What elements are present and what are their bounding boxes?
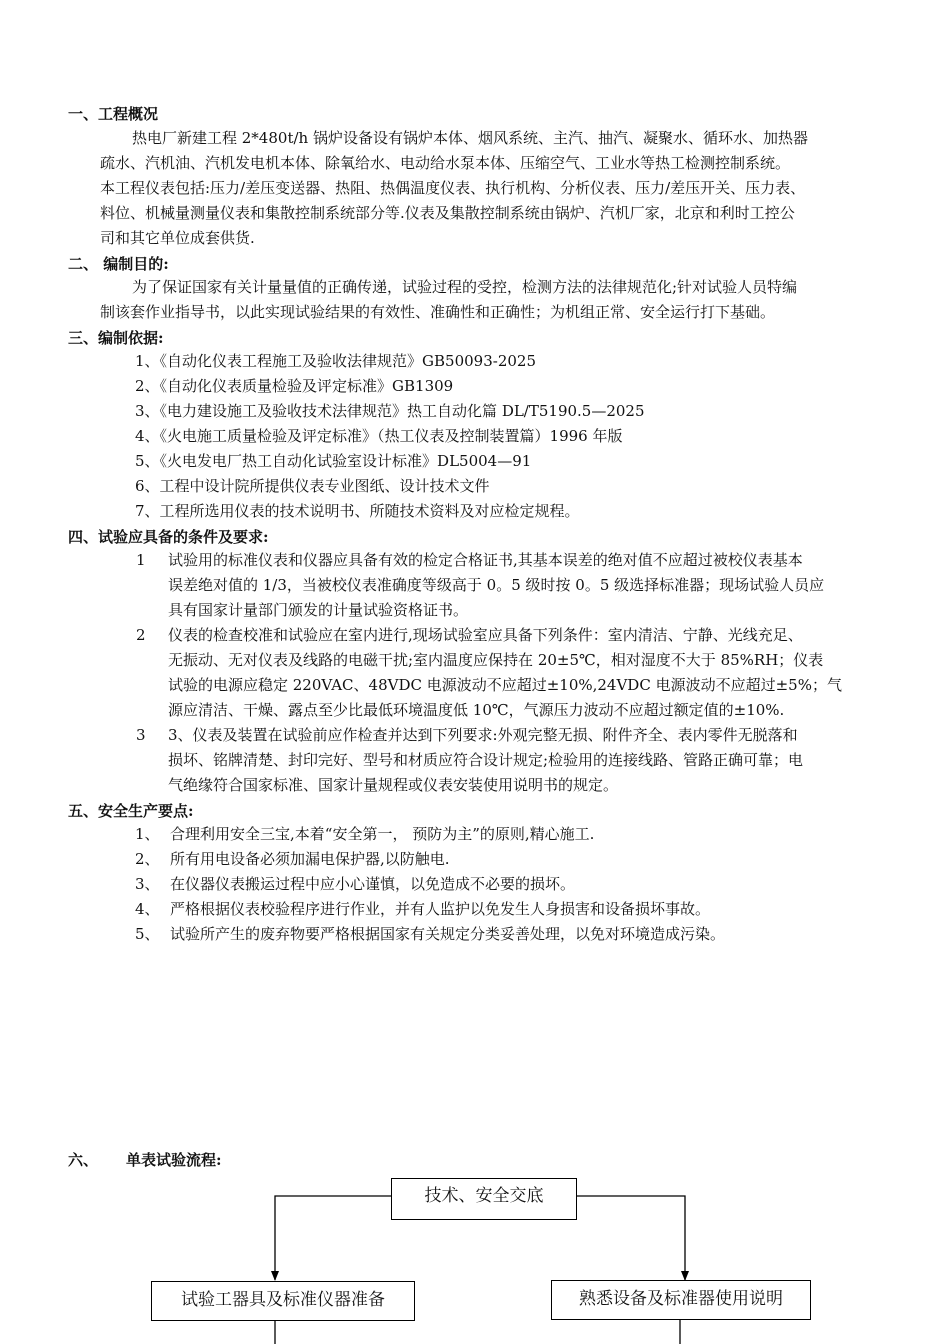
requirement-line: 具有国家计量部门颁发的计量试验资格证书。 [168,601,469,619]
requirement-line: 试验用的标准仪表和仪器应具备有效的检定合格证书,其基本误差的绝对值不应超过被校仪表基本 [168,551,803,569]
section-3-title: 三、编制依据: [68,329,164,347]
section-6-title: 单表试验流程: [126,1151,222,1169]
safety-number: 4、 [135,900,160,918]
section-1-line: 疏水、汽机油、汽机发电机本体、除氧给水、电动给水泵本体、压缩空气、工业水等热工检测控制系统。 [100,154,791,172]
flow-box-briefing: 技术、安全交底 [391,1178,577,1220]
section-1-line: 本工程仪表包括:压力/差压变送器、热阻、热偶温度仪表、执行机构、分析仪表、压力/差压开关、压力表、 [100,179,806,197]
safety-number: 5、 [135,925,160,943]
safety-item: 试验所产生的废弃物要严格根据国家有关规定分类妥善处理，以免对环境造成污染。 [170,925,726,943]
safety-item: 严格根据仪表校验程序进行作业，并有人监护以免发生人身损害和设备损坏事故。 [170,900,711,918]
requirement-line: 无振动、无对仪表及线路的电磁干扰;室内温度应保持在 20±5℃，相对湿度不大于 85%RH；仪表 [168,651,824,669]
section-1-line: 司和其它单位成套供货. [100,229,255,247]
requirement-number: 2 [136,626,146,644]
section-6-number: 六、 [68,1151,99,1169]
section-2-title: 二、 编制目的: [68,255,169,273]
safety-item: 合理利用安全三宝,本着“安全第一， 预防为主”的原则,精心施工. [170,825,595,843]
section-4-title: 四、试验应具备的条件及要求: [68,528,269,546]
section-1-line: 料位、机械量测量仪表和集散控制系统部分等.仪表及集散控制系统由锅炉、汽机厂家，北京和利时工控公 [100,204,795,222]
section-1-line: 热电厂新建工程 2*480t/h 锅炉设备设有锅炉本体、烟风系统、主汽、抽汽、凝聚水、循环水、加热器 [132,129,808,147]
section-5-title: 五、安全生产要点: [68,802,194,820]
requirement-number: 3 [136,726,146,744]
safety-number: 1、 [135,825,160,843]
flow-box-familiarize-equipment: 熟悉设备及标准器使用说明 [551,1280,811,1320]
section-2-line: 制该套作业指导书，以此实现试验结果的有效性、准确性和正确性；为机组正常、安全运行打下基础。 [100,303,776,321]
safety-item: 在仪器仪表搬运过程中应小心谨慎，以免造成不必要的损坏。 [170,875,576,893]
safety-number: 3、 [135,875,160,893]
reference-item: 3、《电力建设施工及验收技术法律规范》热工自动化篇 DL/T5190.5—2025 [135,402,645,420]
safety-number: 2、 [135,850,160,868]
connector-to-right [576,1196,685,1280]
reference-item: 7、工程所选用仪表的技术说明书、所随技术资料及对应检定规程。 [135,502,580,520]
flow-box-tool-preparation: 试验工器具及标准仪器准备 [151,1281,415,1321]
reference-item: 4、《火电施工质量检验及评定标准》（热工仪表及控制装置篇）1996 年版 [135,427,623,445]
section-1-title: 一、工程概况 [68,105,159,123]
requirement-line: 试验的电源应稳定 220VAC、48VDC 电源波动不应超过±10%,24VDC 电源波动不应超过±5%；气 [168,676,842,694]
reference-item: 5、《火电发电厂热工自动化试验室设计标准》DL5004—91 [135,452,532,470]
requirement-number: 1 [136,551,146,569]
requirement-line: 3、仪表及装置在试验前应作检查并达到下列要求:外观完整无损、附件齐全、表内零件无脱落和 [168,726,798,744]
requirement-line: 误差绝对值的 1/3，当被校仪表准确度等级高于 0。5 级时按 0。5 级选择标准器；现场试验人员应 [168,576,825,594]
connector-to-left [275,1196,391,1280]
section-2-line: 为了保证国家有关计量量值的正确传递，试验过程的受控，检测方法的法律规范化;针对试验人员特编 [132,278,798,296]
requirement-line: 气绝缘符合国家标准、国家计量规程或仪表安装使用说明书的规定。 [168,776,619,794]
requirement-line: 源应清洁、干燥、露点至少比最低环境温度低 10℃，气源压力波动不应超过额定值的±10%. [168,701,785,719]
reference-item: 2、《自动化仪表质量检验及评定标准》GB1309 [135,377,454,395]
safety-item: 所有用电设备必须加漏电保护器,以防触电. [170,850,450,868]
reference-item: 1、《自动化仪表工程施工及验收法律规范》GB50093-2025 [135,352,537,370]
requirement-line: 损坏、铭牌清楚、封印完好、型号和材质应符合设计规定;检验用的连接线路、管路正确可靠；电 [168,751,804,769]
reference-item: 6、工程中设计院所提供仪表专业图纸、设计技术文件 [135,477,490,495]
requirement-line: 仪表的检查校准和试验应在室内进行,现场试验室应具备下列条件：室内清洁、宁静、光线充足、 [168,626,803,644]
